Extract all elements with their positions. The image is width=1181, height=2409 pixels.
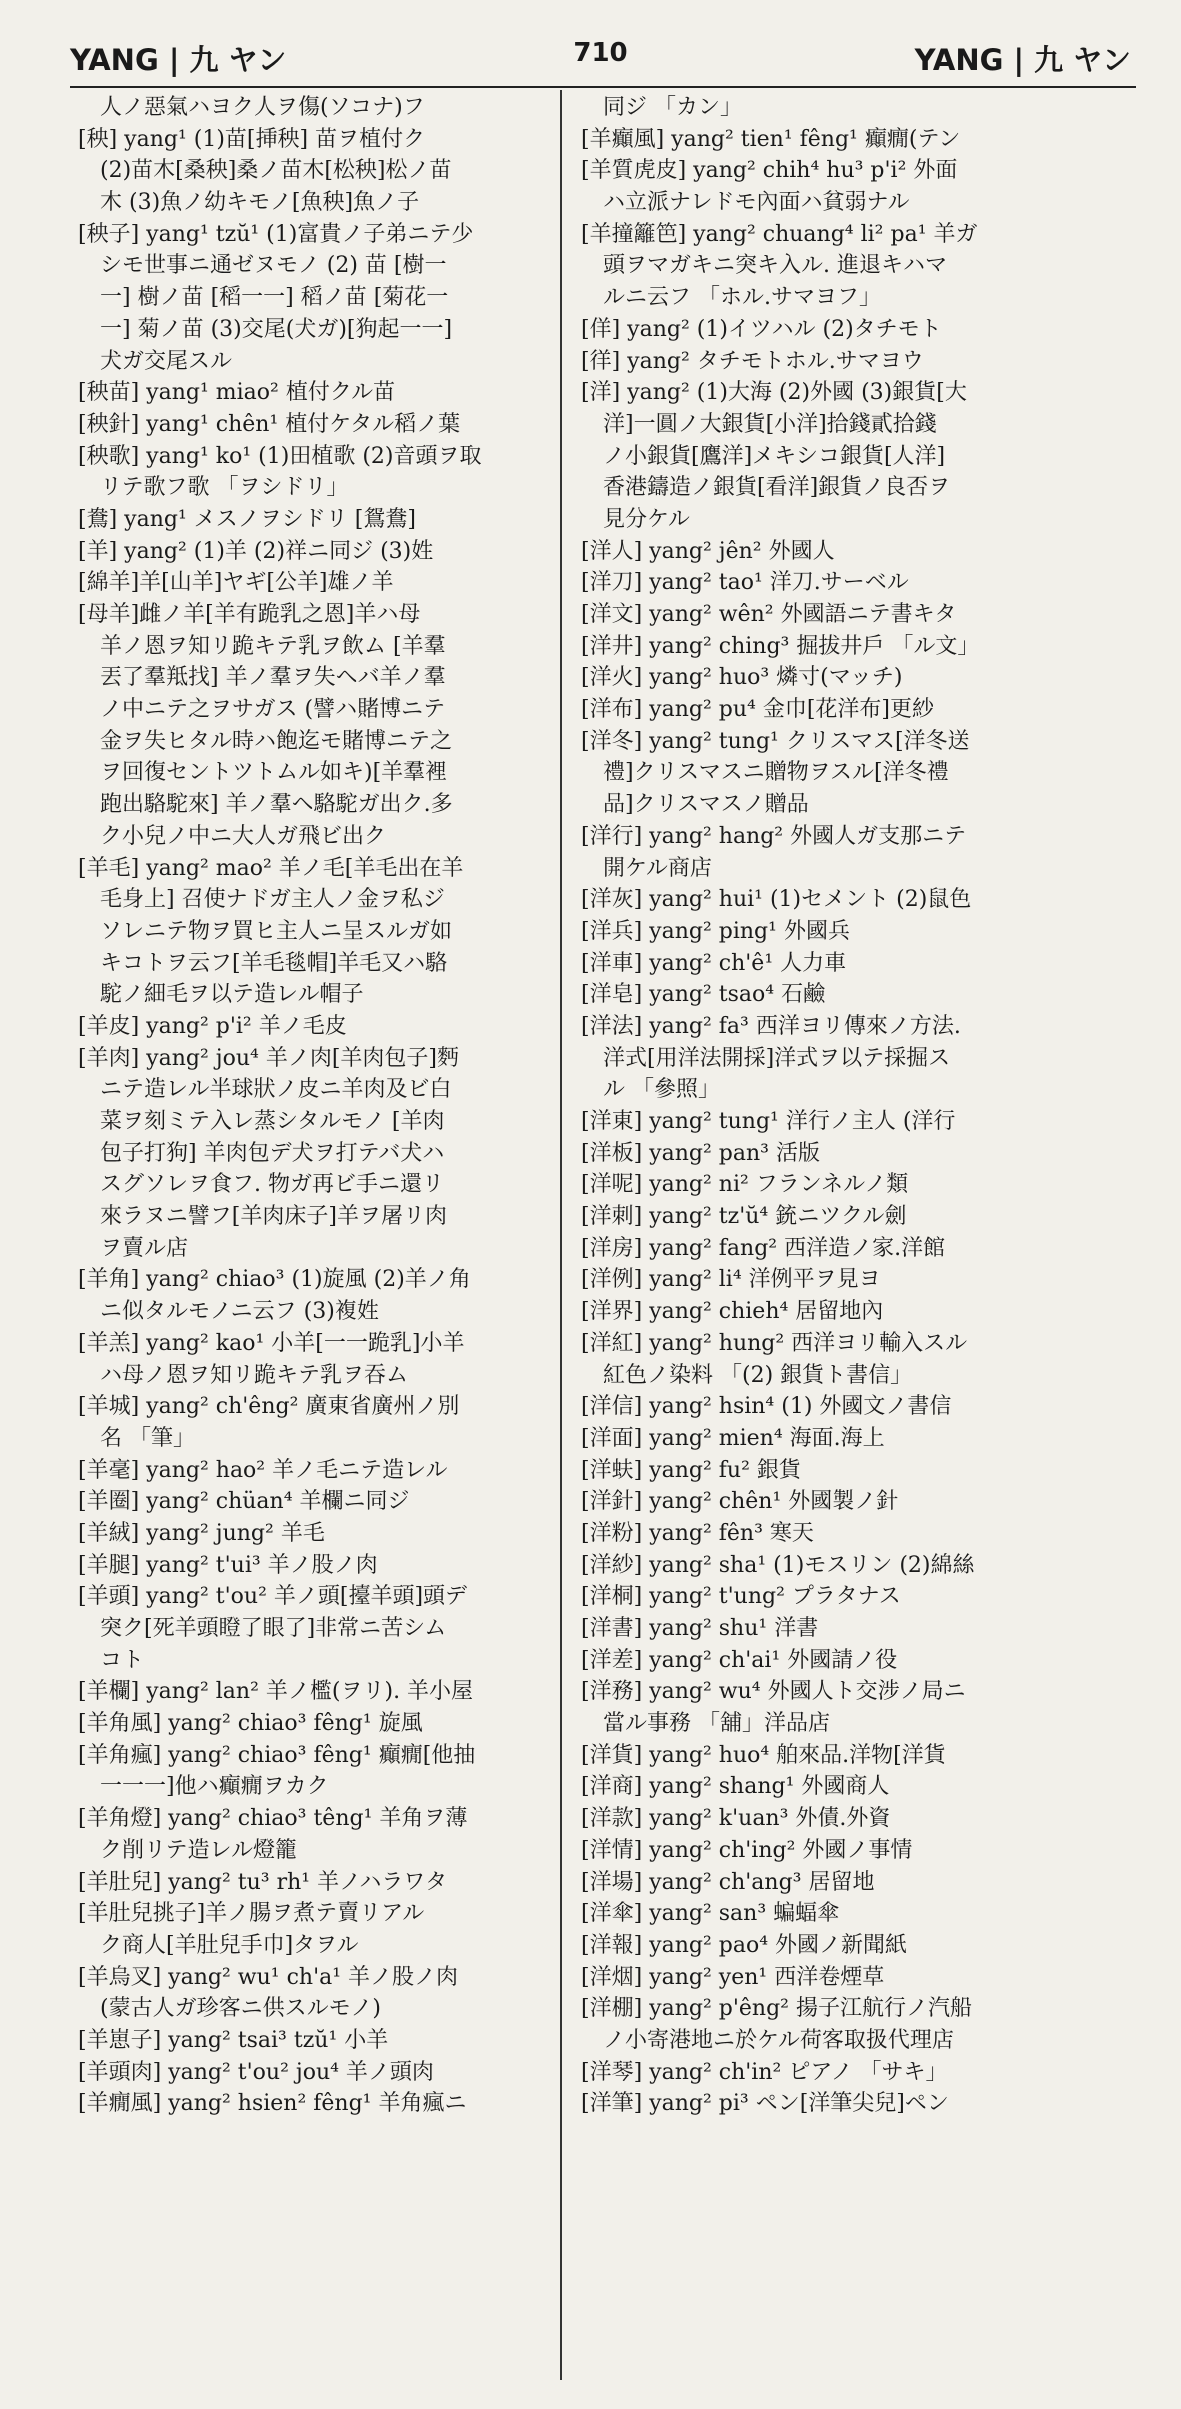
right-column xyxy=(575,92,1135,2120)
left-column-line: [秧苗] yang¹ miao² 植付クル苗 xyxy=(78,380,396,406)
right-column-line: [洋房] yang² fang² 西洋造ノ家.洋館 xyxy=(581,1235,946,1261)
left-column-line: 一] 菊ノ苗 (3)交尾(犬ガ)[狗起一一] xyxy=(100,316,453,342)
right-column-line: [洋井] yang² ching³ 掘拔井戶 「ル文」 xyxy=(581,633,980,659)
right-column-line: [洋商] yang² shang¹ 外國商人 xyxy=(581,1774,890,1800)
right-column-line: [洋文] yang² wên² 外國語ニテ書キタ xyxy=(581,602,957,627)
left-column-line: [羊角風] yang² chiao³ fêng¹ 旋風 xyxy=(78,1711,423,1737)
right-column-line: [洋筆] yang² pi³ ペン[洋筆尖兒]ペン xyxy=(581,2091,949,2117)
right-column-line: [洋法] yang² fa³ 西洋ヨリ傳來ノ方法. xyxy=(581,1013,961,1039)
right-column-line: [羊質虎皮] yang² chih⁴ hu³ p'i² 外面 xyxy=(581,158,958,184)
left-column-line: [羊欄] yang² lan² 羊ノ檻(ヲリ). 羊小屋 xyxy=(78,1679,474,1705)
left-column-line: [秧針] yang¹ chên¹ 植付ケタル稻ノ葉 xyxy=(78,411,461,437)
left-column-line: [羊肉] yang² jou⁴ 羊ノ肉[羊肉包子]麪 xyxy=(78,1045,459,1071)
right-column-line: [洋桐] yang² t'ung² プラタナス xyxy=(581,1584,901,1610)
left-column-line: [羊頭肉] yang² t'ou² jou⁴ 羊ノ頭肉 xyxy=(78,2059,434,2085)
right-column-line: [徉] yang² タチモトホル.サマヨウ xyxy=(581,348,924,374)
right-column-line: [洋灰] yang² hui¹ (1)セメント (2)鼠色 xyxy=(581,887,972,913)
left-column-line: 駝ノ細毛ヲ以テ造レル帽子 xyxy=(100,982,364,1008)
right-column-line: [洋兵] yang² ping¹ 外國兵 xyxy=(581,918,850,944)
right-column-line: [洋行] yang² hang² 外國人ガ支那ニテ xyxy=(581,823,967,849)
left-column-line: 金ヲ失ヒタル時ハ飽迄モ賭博ニテ之 xyxy=(100,728,453,754)
left-column-line: [羊角燈] yang² chiao³ têng¹ 羊角ヲ薄 xyxy=(78,1806,468,1832)
right-column-line: 紅色ノ染料 「(2) 銀貨ト書信」 xyxy=(603,1362,913,1388)
right-column-line: [洋貨] yang² huo⁴ 舶來品.洋物[洋貨 xyxy=(581,1742,946,1768)
right-column-line: 洋]一圓ノ大銀貨[小洋]拾錢貳拾錢 xyxy=(603,411,937,437)
left-column-line: ノ中ニテ之ヲサガス (譬ハ賭博ニテ xyxy=(100,697,446,723)
right-column-line: ノ小寄港地ニ於ケル荷客取扱代理店 xyxy=(603,2027,954,2053)
left-column-line: スグソレヲ食フ. 物ガ再ビ手ニ還リ xyxy=(100,1172,444,1198)
left-column-line: [秧子] yang¹ tzŭ¹ (1)富貴ノ子弟ニテ少 xyxy=(78,221,474,247)
right-column-line: 同ジ 「カン」 xyxy=(603,95,742,120)
right-column-line: 當ル事務 「舖」洋品店 xyxy=(603,1711,830,1737)
left-column-line: [羊烏叉] yang² wu¹ ch'a¹ 羊ノ股ノ肉 xyxy=(78,1964,459,1990)
right-column-line: 洋式[用洋法開採]洋式ヲ以テ採掘ス xyxy=(603,1045,951,1071)
left-column-line: [羊城] yang² ch'êng² 廣東省廣州ノ別 xyxy=(78,1394,460,1420)
left-column-line: 一一一]他ハ癲癇ヲカク xyxy=(100,1774,329,1800)
right-column-line: 開ケル商店 xyxy=(603,855,712,881)
left-column-line: [羊肚兒挑子]羊ノ腸ヲ煮テ賣リアル xyxy=(78,1901,425,1927)
left-column-line: 突ク[死羊頭瞪了眼了]非常ニ苦シム xyxy=(100,1616,447,1641)
right-column-line: [洋傘] yang² san³ 蝙蝠傘 xyxy=(581,1901,840,1927)
running-head xyxy=(70,38,1131,82)
left-column-line: [鴦] yang¹ メスノヲシドリ [鴛鴦] xyxy=(78,506,416,532)
left-column-line: 包子打狗] 羊肉包デ犬ヲ打テバ犬ハ xyxy=(100,1140,445,1166)
header-left: YANG | 九 ヤン xyxy=(70,43,287,77)
left-column-line: 丟了羣羝找] 羊ノ羣ヲ失ヘバ羊ノ羣 xyxy=(100,665,446,691)
right-column-line: 禮]クリスマスニ贈物ヲスル[洋冬禮 xyxy=(603,760,949,786)
right-column-line: [洋報] yang² pao⁴ 外國ノ新聞紙 xyxy=(581,1932,908,1958)
left-column-line: ハ母ノ恩ヲ知リ跪キテ乳ヲ吞ム xyxy=(100,1362,409,1388)
left-column-line: 菜ヲ刻ミテ入レ蒸シタルモノ [羊肉 xyxy=(100,1109,445,1134)
right-column-line: [洋火] yang² huo³ 燐寸(マッチ) xyxy=(581,665,903,691)
left-column-line: ク削リテ造レル燈籠 xyxy=(100,1837,298,1863)
right-column-line: [洋烟] yang² yen¹ 西洋卷煙草 xyxy=(581,1964,885,1990)
left-column-line: [羊角瘋] yang² chiao³ fêng¹ 癲癇[他抽 xyxy=(78,1742,476,1768)
right-column-line: [洋棚] yang² p'êng² 揚子江航行ノ汽船 xyxy=(581,1996,972,2022)
right-column-line: [洋例] yang² li⁴ 洋例平ヲ見ヨ xyxy=(581,1267,881,1293)
right-column-line: [洋] yang² (1)大海 (2)外國 (3)銀貨[大 xyxy=(581,380,967,406)
right-column-line: [洋書] yang² shu¹ 洋書 xyxy=(581,1616,819,1641)
left-column-line: [綿羊]羊[山羊]ヤギ[公羊]雄ノ羊 xyxy=(78,570,394,596)
left-column-line: [羊癇風] yang² hsien² fêng¹ 羊角瘋ニ xyxy=(78,2091,467,2117)
right-column-line: [洋刀] yang² tao¹ 洋刀.サーベル xyxy=(581,570,909,596)
left-column xyxy=(72,92,567,2120)
right-column-line: [洋紗] yang² sha¹ (1)モスリン (2)綿絲 xyxy=(581,1552,975,1578)
right-column-line: [羊癲風] yang² tien¹ fêng¹ 癲癇(テン xyxy=(581,126,961,152)
right-column-line: [洋板] yang² pan³ 活版 xyxy=(581,1140,820,1166)
left-column-line: (2)苗木[桑秧]桑ノ苗木[松秧]松ノ苗 xyxy=(100,158,452,184)
right-column-line: [佯] yang² (1)イツハル (2)タチモト xyxy=(581,316,942,342)
right-column-line: [洋人] yang² jên² 外國人 xyxy=(581,538,835,564)
right-column-line: [洋冬] yang² tung¹ クリスマス[洋冬送 xyxy=(581,728,970,754)
right-column-line: [洋蚨] yang² fu² 銀貨 xyxy=(581,1457,801,1483)
left-column-line: ク商人[羊肚兒手巾]タヲル xyxy=(100,1932,359,1958)
left-column-line: ニテ造レル半球狀ノ皮ニ羊肉及ビ白 xyxy=(100,1077,452,1103)
left-column-line: ヲ回復セントツトムル如キ)[羊羣裡 xyxy=(100,760,448,786)
right-column-line: [洋布] yang² pu⁴ 金巾[花洋布]更紗 xyxy=(581,697,934,723)
left-column-line: ヲ賣ル店 xyxy=(100,1235,189,1261)
right-column-line: 見分ケル xyxy=(603,506,690,532)
header-right: YANG | 九 ヤン xyxy=(914,43,1131,77)
left-column-line: 毛身上] 召使ナドガ主人ノ金ヲ私ジ xyxy=(100,887,445,913)
right-column-line: 頭ヲマガキニ突キ入ル. 進退キハマ xyxy=(603,253,947,279)
left-column-line: コト xyxy=(100,1647,145,1673)
right-column-line: [洋粉] yang² fên³ 寒天 xyxy=(581,1520,814,1546)
left-column-line: [羊頭] yang² t'ou² 羊ノ頭[擡羊頭]頭デ xyxy=(78,1584,468,1610)
right-column-line: [洋針] yang² chên¹ 外國製ノ針 xyxy=(581,1489,899,1515)
right-column-line: [洋紅] yang² hung² 西洋ヨリ輸入スル xyxy=(581,1330,968,1356)
left-column-line: [羊皮] yang² p'i² 羊ノ毛皮 xyxy=(78,1013,347,1039)
right-column-line: [洋款] yang² k'uan³ 外債.外資 xyxy=(581,1806,891,1832)
right-column-line: 香港鑄造ノ銀貨[看洋]銀貨ノ良否ヲ xyxy=(603,475,951,501)
right-column-line: 品]クリスマスノ贈品 xyxy=(603,792,809,818)
right-column-line: [洋皂] yang² tsao⁴ 石鹼 xyxy=(581,982,826,1008)
left-column-line: [羊羔] yang² kao¹ 小羊[一一跪乳]小羊 xyxy=(78,1330,465,1356)
right-column-line: ノ小銀貨[鷹洋]メキシコ銀貨[人洋] xyxy=(603,443,946,469)
left-column-line: リテ歌フ歌 「ヲシドリ」 xyxy=(100,475,349,501)
right-column-line: [洋呢] yang² ni² フランネルノ類 xyxy=(581,1172,909,1198)
left-column-line: [秧] yang¹ (1)苗[挿秧] 苗ヲ植付ク xyxy=(78,126,426,152)
right-column-line: [洋信] yang² hsin⁴ (1) 外國文ノ書信 xyxy=(581,1394,952,1420)
right-column-line: [羊撞籬笆] yang² chuang⁴ li² pa¹ 羊ガ xyxy=(581,221,978,247)
left-column-line: [母羊]雌ノ羊[羊有跪乳之恩]羊ハ母 xyxy=(78,602,421,627)
page-number: 710 xyxy=(573,38,628,68)
right-column-line: [洋琴] yang² ch'in² ピアノ 「サキ」 xyxy=(581,2059,948,2085)
right-column-line: ハ立派ナレドモ內面ハ貧弱ナル xyxy=(603,190,910,216)
right-column-line: [洋面] yang² mien⁴ 海面.海上 xyxy=(581,1425,885,1451)
left-column-line: [羊肚兒] yang² tu³ rh¹ 羊ノハラワタ xyxy=(78,1869,448,1895)
left-column-line: キコトヲ云フ[羊毛毯帽]羊毛又ハ駱 xyxy=(100,950,448,976)
left-column-line: 犬ガ交尾スル xyxy=(100,348,233,374)
right-column-line: [洋刺] yang² tz'ŭ⁴ 銃ニツクル劍 xyxy=(581,1204,907,1230)
left-column-line: ク小兒ノ中ニ大人ガ飛ビ出ク xyxy=(100,823,387,849)
left-column-line: [羊毛] yang² mao² 羊ノ毛[羊毛出在羊 xyxy=(78,855,464,881)
left-column-line: 木 (3)魚ノ幼キモノ[魚秧]魚ノ子 xyxy=(100,190,420,216)
right-column-line: [洋界] yang² chieh⁴ 居留地內 xyxy=(581,1299,884,1325)
left-column-line: 名 「筆」 xyxy=(100,1425,195,1451)
left-column-line: [秧歌] yang¹ ko¹ (1)田植歌 (2)音頭ヲ取 xyxy=(78,443,482,469)
left-column-line: [羊崽子] yang² tsai³ tzŭ¹ 小羊 xyxy=(78,2027,389,2053)
right-column-line: [洋車] yang² ch'ê¹ 人力車 xyxy=(581,950,847,976)
left-column-line: [羊腿] yang² t'ui³ 羊ノ股ノ肉 xyxy=(78,1552,378,1578)
right-column-line: ル 「參照」 xyxy=(603,1077,720,1103)
left-column-line: [羊角] yang² chiao³ (1)旋風 (2)羊ノ角 xyxy=(78,1267,471,1293)
right-column-line: [洋差] yang² ch'ai¹ 外國請ノ役 xyxy=(581,1647,898,1673)
left-column-line: [羊] yang² (1)羊 (2)祥ニ同ジ (3)姓 xyxy=(78,538,434,564)
right-column-line: ルニ云フ 「ホル.サマヨフ」 xyxy=(603,285,881,311)
header-rule xyxy=(70,86,1136,88)
right-column-line: [洋東] yang² tung¹ 洋行ノ主人 (洋行 xyxy=(581,1109,956,1134)
left-column-line: ソレニテ物ヲ買ヒ主人ニ呈スルガ如 xyxy=(100,918,453,944)
right-column-line: [洋務] yang² wu⁴ 外國人ト交涉ノ局ニ xyxy=(581,1679,966,1705)
left-column-line: 一] 樹ノ苗 [稻一一] 稻ノ苗 [菊花一 xyxy=(100,285,449,311)
right-column-line: [洋情] yang² ch'ing² 外國ノ事情 xyxy=(581,1837,913,1863)
left-column-line: シモ世事ニ通ゼヌモノ (2) 苗 [樹一 xyxy=(100,253,447,279)
left-column-line: [羊絨] yang² jung² 羊毛 xyxy=(78,1520,325,1546)
left-column-line: 跑出駱駝來] 羊ノ羣ヘ駱駝ガ出ク.多 xyxy=(100,792,453,818)
left-column-line: (蒙古人ガ珍客ニ供スルモノ) xyxy=(100,1996,381,2022)
left-column-line: 人ノ惡氣ハヨク人ヲ傷(ソコナ)フ xyxy=(100,95,425,120)
left-column-line: 來ラヌニ譬フ[羊肉床子]羊ヲ屠リ肉 xyxy=(100,1204,447,1230)
left-column-line: [羊毫] yang² hao² 羊ノ毛ニテ造レル xyxy=(78,1457,448,1483)
right-column-line: [洋場] yang² ch'ang³ 居留地 xyxy=(581,1869,875,1895)
left-column-line: [羊圈] yang² chüan⁴ 羊欄ニ同ジ xyxy=(78,1489,410,1515)
left-column-line: 羊ノ恩ヲ知リ跪キテ乳ヲ飲ム [羊羣 xyxy=(100,633,446,659)
left-column-line: ニ似タルモノニ云フ (3)複姓 xyxy=(100,1299,379,1325)
